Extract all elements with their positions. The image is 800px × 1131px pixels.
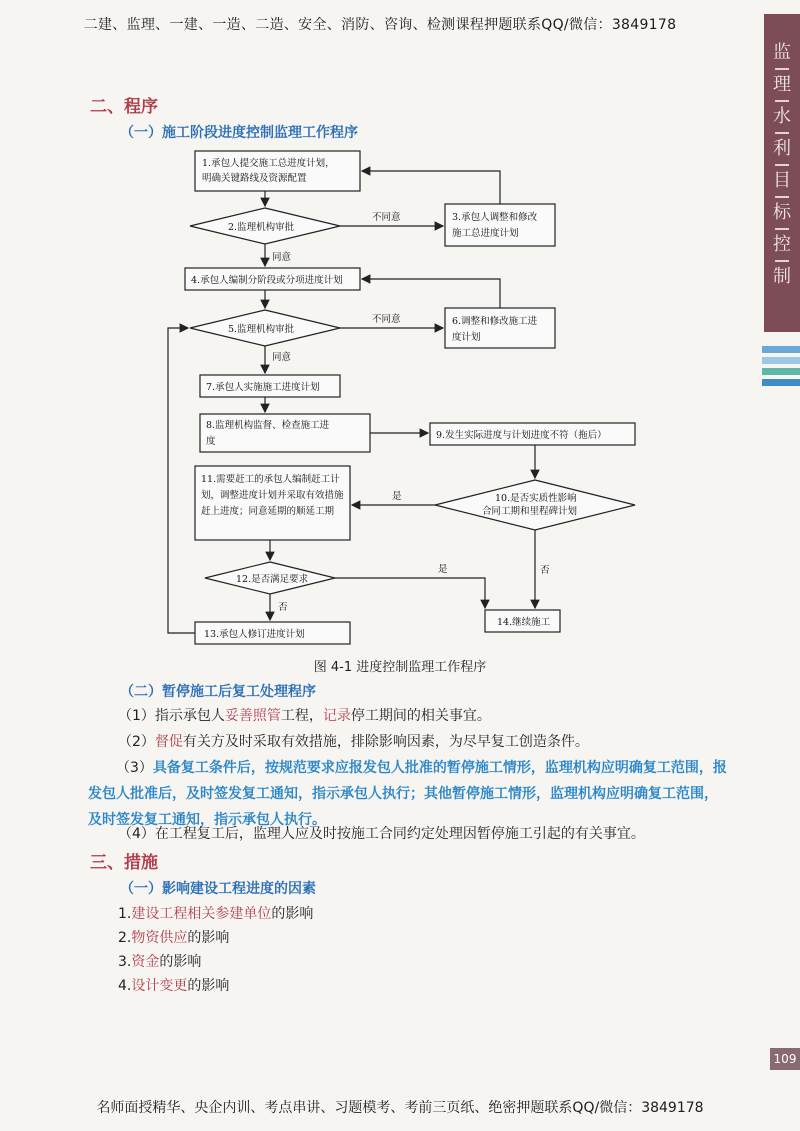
flow-text: 9.发生实际进度与计划进度不符（拖后）: [436, 430, 607, 441]
paragraph: （3）具备复工条件后，按规范要求应报发包人批准的暂停施工情形，监理机构应明确复工范围，报发包人批准后，及时签发复工通知，指示承包人执行；其他暂停施工情形，监理机构应明确复工范围，及时签发复工通知，指示承包人执行。: [88, 760, 727, 828]
side-tab-char: 水: [773, 106, 791, 127]
paragraph: （1）指示承包人妥善照管工程，记录停工期间的相关事宜。: [118, 708, 491, 724]
list-item: 4.设计变更的影响: [118, 978, 230, 994]
flow-text: 合同工期和里程碑计划: [482, 506, 578, 517]
flow-text: 8.监理机构监督、检查施工进: [206, 420, 330, 431]
list-item: 2.物资供应的影响: [118, 930, 230, 946]
bottom-banner: 名师面授精华、央企内训、考点串讲、习题模考、考前三页纸、绝密押题联系QQ/微信：3849178: [96, 1100, 704, 1116]
paragraph: （2）督促有关方及时采取有效措施，排除影响因素，为尽早复工创造条件。: [118, 734, 589, 750]
subsection-title: （二）暂停施工后复工处理程序: [120, 684, 316, 700]
top-banner: 二建、监理、一建、一造、二造、安全、消防、咨询、检测课程押题联系QQ/微信：3849178: [83, 17, 677, 33]
side-tab-char: 标: [773, 202, 791, 223]
side-tab-char: 理: [773, 74, 791, 95]
side-tab-char: 利: [773, 138, 791, 159]
subsection-title: （一）影响建设工程进度的因素: [120, 881, 316, 897]
flow-label: 不同意: [372, 212, 401, 223]
page-number: 109: [770, 1048, 800, 1070]
section-title: 三、措施: [90, 853, 158, 873]
flow-text: 施工总进度计划: [452, 228, 519, 239]
side-tab-char: 监: [773, 42, 791, 63]
flow-text: 明确关键路线及资源配置: [202, 173, 307, 184]
flow-text: 4.承包人编制分阶段或分项进度计划: [191, 275, 343, 286]
flow-text: 划，调整进度计划并采取有效措施: [201, 490, 344, 501]
flow-label: 否: [278, 602, 288, 613]
side-tab-char: 制: [773, 266, 791, 287]
section-title: 二、程序: [90, 97, 158, 117]
flow-label: 同意: [272, 352, 292, 363]
flow-label: 是: [392, 491, 402, 502]
list-item: 1.建设工程相关参建单位的影响: [118, 906, 314, 922]
flow-diamond-10: [435, 480, 635, 530]
flow-text: 1.承包人提交施工总进度计划，: [202, 158, 335, 169]
flow-text: 13.承包人修订进度计划: [204, 629, 305, 640]
flow-text: 度计划: [452, 332, 481, 343]
side-tab: [764, 14, 800, 332]
side-stripes: [762, 346, 800, 390]
flow-text: 赶上进度；同意延期的顺延工期: [201, 506, 335, 517]
side-tab-char: 目: [773, 170, 791, 191]
flow-text: 12.是否满足要求: [236, 574, 309, 585]
flow-label: 不同意: [372, 314, 401, 325]
flow-text: 10.是否实质性影响: [495, 493, 577, 504]
subsection-title: （一）施工阶段进度控制监理工作程序: [120, 125, 358, 141]
flow-text: 6.调整和修改施工进: [452, 316, 538, 327]
flow-text: 3.承包人调整和修改: [452, 212, 538, 223]
side-tab-char: 控: [773, 234, 791, 255]
flow-text: 14.继续施工: [497, 617, 551, 628]
paragraph: （4）在工程复工后，监理人应及时按施工合同约定处理因暂停施工引起的有关事宜。: [118, 826, 645, 842]
flow-text: 11.需要赶工的承包人编制赶工计: [201, 474, 340, 485]
flow-text: 5.监理机构审批: [228, 324, 295, 335]
list-item: 3.资金的影响: [118, 954, 202, 970]
flow-label: 同意: [272, 252, 292, 263]
flow-text: 度: [206, 436, 216, 447]
flow-label: 否: [540, 565, 550, 576]
flow-box-3: [445, 204, 555, 246]
flow-box-1: [195, 151, 360, 191]
flow-text: 7.承包人实施施工进度计划: [206, 382, 320, 393]
flow-label: 是: [438, 564, 448, 575]
flowchart: [160, 148, 650, 648]
figure-caption: 图 4-1 进度控制监理工作程序: [313, 660, 487, 675]
flow-text: 2.监理机构审批: [228, 222, 295, 233]
